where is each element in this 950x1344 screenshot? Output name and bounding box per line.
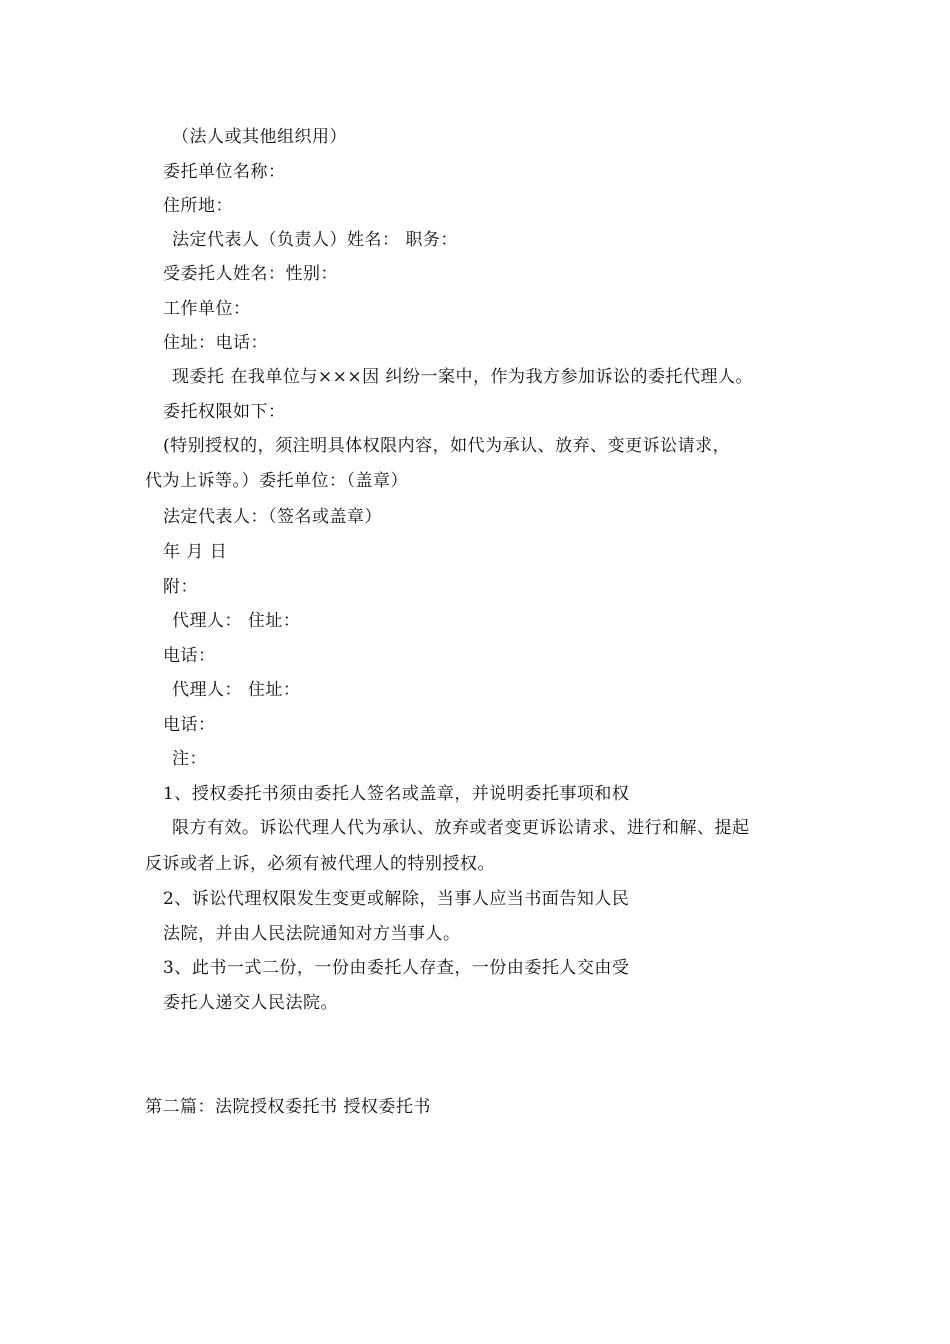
doc-line-legal-rep: 法定代表人（负责人）姓名： 职务： — [172, 230, 458, 250]
doc-line-domicile: 住所地： — [163, 196, 233, 216]
doc-line-appeal-seal: 代为上诉等。）委托单位：（盖章） — [145, 471, 408, 491]
doc-line-principal-name: 委托单位名称： — [163, 162, 286, 182]
doc-note-3-b: 委托人递交人民法院。 — [163, 993, 338, 1013]
doc-line-phone-1: 电话： — [163, 646, 216, 666]
doc-line-attachment: 附： — [163, 577, 198, 597]
doc-note-1-c: 反诉或者上诉，必须有被代理人的特别授权。 — [145, 854, 495, 874]
doc-subtitle: （法人或其他组织用） — [172, 127, 347, 147]
doc-line-legal-rep-sign: 法定代表人：（签名或盖章） — [163, 507, 382, 527]
doc-note-2-a: 2、诉讼代理权限发生变更或解除，当事人应当书面告知人民 — [163, 889, 630, 909]
doc-line-agent-2: 代理人： 住址： — [172, 680, 301, 700]
doc-line-agent-1: 代理人： 住址： — [172, 611, 301, 631]
doc-line-authority-heading: 委托权限如下： — [163, 402, 286, 422]
doc-line-note: 注： — [172, 749, 207, 769]
doc-line-phone-2: 电话： — [163, 715, 216, 735]
doc-note-2-b: 法院，并由人民法院通知对方当事人。 — [163, 924, 461, 944]
doc-note-3-a: 3、此书一式二份，一份由委托人存查，一份由委托人交由受 — [163, 958, 630, 978]
doc-line-address-phone: 住址：电话： — [163, 333, 268, 353]
doc-note-1-a: 1、授权委托书须由委托人签名或盖章，并说明委托事项和权 — [163, 784, 630, 804]
doc-line-special-authority: (特别授权的，须注明具体权限内容，如代为承认、放弃、变更诉讼请求， — [163, 436, 731, 456]
doc-note-1-b: 限方有效。诉讼代理人代为承认、放弃或者变更诉讼请求、进行和解、提起 — [172, 818, 750, 838]
doc-line-work-unit: 工作单位： — [163, 299, 251, 319]
doc-line-appointment: 现委托 在我单位与×××因 纠纷一案中，作为我方参加诉讼的委托代理人。 — [172, 367, 754, 387]
doc-line-agent-name: 受委托人姓名：性别： — [163, 264, 338, 284]
next-section-title: 第二篇：法院授权委托书 授权委托书 — [145, 1097, 431, 1117]
doc-line-date: 年 月 日 — [163, 542, 228, 562]
